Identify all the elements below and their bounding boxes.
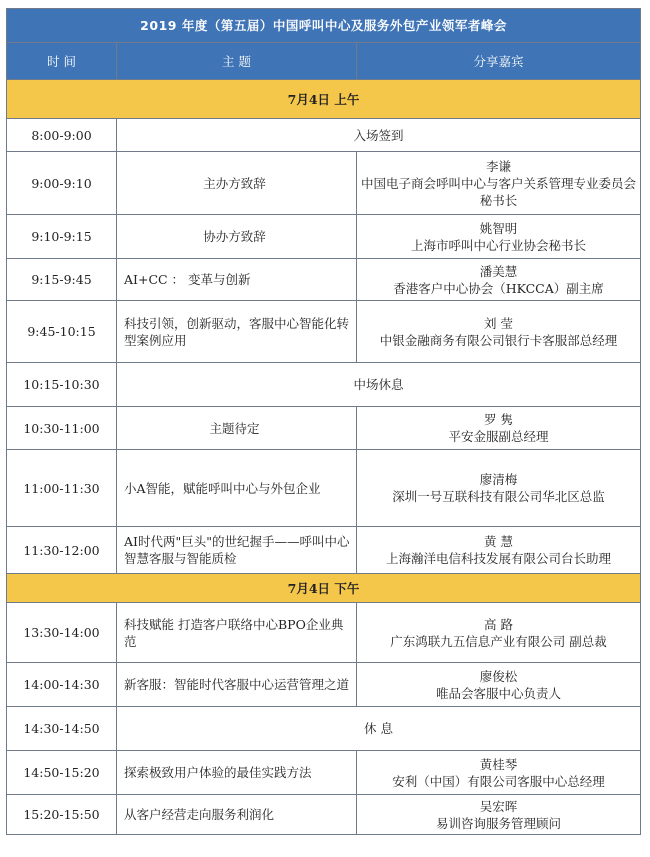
table-row [7, 407, 641, 450]
time-cell: 14:30-14:50 [7, 707, 117, 751]
agenda-table [6, 8, 641, 835]
header-time: 时 间 [7, 43, 117, 80]
guest-name: 罗 隽 [484, 412, 513, 427]
page-title: 2019 年度（第五届）中国呼叫中心及服务外包产业领军者峰会 [7, 9, 641, 43]
time-cell: 13:30-14:00 [7, 603, 117, 663]
guest-cell [357, 450, 641, 527]
guest-title: 中银金融商务有限公司银行卡客服部总经理 [379, 332, 618, 348]
guest-name: 廖清梅 [479, 472, 518, 487]
table-row [7, 751, 641, 795]
time-cell: 14:00-14:30 [7, 663, 117, 707]
guest-title: 中国电子商会呼叫中心与客户关系管理专业委员会秘书长 [361, 175, 637, 208]
topic-cell: 新客服：智能时代客服中心运营管理之道 [117, 663, 357, 707]
guest-cell [357, 795, 641, 835]
header-row [7, 43, 641, 80]
guest-name: 潘美慧 [479, 263, 518, 279]
table-row [7, 603, 641, 663]
topic-cell: 科技引领，创新驱动，客服中心智能化转型案例应用 [117, 301, 357, 363]
time-cell: 9:45-10:15 [7, 301, 117, 363]
guest-cell [357, 527, 641, 574]
activity-cell: 中场休息 [117, 363, 641, 407]
guest-name: 吴宏晖 [479, 798, 518, 814]
table-row [7, 450, 641, 527]
guest-title: 易训咨询服务管理顾问 [436, 815, 562, 831]
guest-title: 上海市呼叫中心行业协会秘书长 [411, 237, 587, 253]
activity-cell: 入场签到 [117, 119, 641, 152]
guest-cell [357, 663, 641, 707]
time-cell: 15:20-15:50 [7, 795, 117, 835]
header-topic: 主 题 [117, 43, 357, 80]
table-row [7, 707, 641, 751]
guest-cell [357, 407, 641, 450]
time-cell: 9:15-9:45 [7, 259, 117, 301]
guest-name: 李谦 [486, 158, 512, 174]
guest-title: 上海瀚洋电信科技发展有限公司台长助理 [386, 551, 612, 566]
table-row [7, 119, 641, 152]
topic-cell: AI时代两"巨头"的世纪握手——呼叫中心智慧客服与智能质检 [117, 527, 357, 574]
time-cell: 11:30-12:00 [7, 527, 117, 574]
time-cell: 11:00-11:30 [7, 450, 117, 527]
table-row [7, 795, 641, 835]
guest-cell [357, 152, 641, 215]
time-cell: 8:00-9:00 [7, 119, 117, 152]
guest-name: 廖俊松 [479, 668, 518, 684]
table-row [7, 301, 641, 363]
topic-cell: 协办方致辞 [117, 215, 357, 259]
topic-cell: 从客户经营走向服务利润化 [117, 795, 357, 835]
table-row [7, 663, 641, 707]
guest-title: 唯品会客服中心负责人 [436, 685, 562, 701]
topic-cell: 主题待定 [117, 407, 357, 450]
section-afternoon-row [7, 574, 641, 603]
guest-name: 姚智明 [479, 220, 518, 236]
topic-cell: 小A智能，赋能呼叫中心与外包企业 [117, 450, 357, 527]
guest-name: 高 路 [484, 616, 513, 632]
table-row [7, 259, 641, 301]
table-row [7, 363, 641, 407]
guest-title: 安利（中国）有限公司客服中心总经理 [392, 773, 605, 789]
guest-cell [357, 259, 641, 301]
table-row [7, 152, 641, 215]
section-morning-row [7, 80, 641, 119]
time-cell: 10:15-10:30 [7, 363, 117, 407]
guest-cell [357, 603, 641, 663]
header-guest: 分享嘉宾 [357, 43, 641, 80]
time-cell: 14:50-15:20 [7, 751, 117, 795]
guest-title: 广东鸿联九五信息产业有限公司 副总裁 [390, 633, 607, 649]
time-cell: 9:00-9:10 [7, 152, 117, 215]
guest-cell [357, 301, 641, 363]
guest-cell [357, 215, 641, 259]
topic-cell: 科技赋能 打造客户联络中心BPO企业典范 [117, 603, 357, 663]
guest-name: 黄桂琴 [479, 756, 518, 772]
topic-cell: 探索极致用户体验的最佳实践方法 [117, 751, 357, 795]
guest-title: 香港客户中心协会（HKCCA）副主席 [393, 280, 604, 296]
time-cell: 10:30-11:00 [7, 407, 117, 450]
table-row [7, 527, 641, 574]
time-cell: 9:10-9:15 [7, 215, 117, 259]
guest-title: 平安金服副总经理 [448, 429, 549, 444]
section-morning: 7月4日 上午 [7, 80, 641, 119]
section-afternoon: 7月4日 下午 [7, 574, 641, 603]
table-row [7, 215, 641, 259]
guest-name: 刘 莹 [484, 315, 513, 331]
title-row [7, 9, 641, 43]
topic-cell: 主办方致辞 [117, 152, 357, 215]
guest-name: 黄 慧 [484, 534, 513, 549]
guest-title: 深圳一号互联科技有限公司华北区总监 [392, 489, 605, 504]
activity-cell: 休 息 [117, 707, 641, 751]
topic-cell: AI+CC ： 变革与创新 [117, 259, 357, 301]
guest-cell [357, 751, 641, 795]
